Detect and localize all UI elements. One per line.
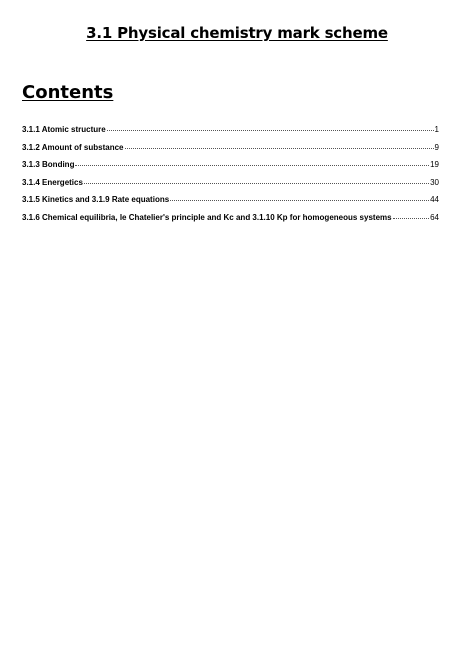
toc-entry-page: 30	[430, 177, 439, 187]
toc-entry-page: 19	[430, 160, 439, 169]
page-title: 3.1 Physical chemistry mark scheme	[86, 24, 388, 42]
toc-entry-label: 3.1.2 Amount of substance	[22, 142, 124, 152]
toc-entry-label: 3.1.5 Kinetics and 3.1.9 Rate equations	[22, 195, 170, 204]
toc-entry[interactable]	[22, 178, 439, 196]
toc-entry-page: 1	[434, 125, 439, 134]
toc-leader-dots	[107, 130, 434, 131]
toc-entry-label: 3.1.1 Atomic structure	[22, 125, 106, 134]
toc-entry[interactable]	[22, 125, 439, 143]
toc-entry-page: 44	[430, 195, 439, 204]
toc-entry[interactable]	[22, 195, 439, 213]
toc-entry-page: 9	[434, 142, 439, 152]
toc-entry[interactable]	[22, 213, 439, 231]
toc-leader-dots	[170, 200, 429, 201]
toc-leader-dots	[84, 183, 429, 184]
toc-entry-label: 3.1.4 Energetics	[22, 177, 83, 187]
toc-entry-label: 3.1.3 Bonding	[22, 160, 75, 169]
toc-entry-page: 64	[430, 212, 439, 222]
toc-entry[interactable]	[22, 160, 439, 178]
table-of-contents	[22, 125, 439, 230]
toc-entry-label: 3.1.6 Chemical equilibria, le Chatelier's principle and Kc and 3.1.10 Kp for homogeneous systems	[22, 212, 392, 222]
toc-entry[interactable]	[22, 143, 439, 161]
toc-leader-dots	[125, 148, 434, 149]
toc-leader-dots	[75, 165, 429, 166]
contents-heading: Contents	[22, 82, 114, 103]
toc-leader-dots	[393, 218, 430, 219]
